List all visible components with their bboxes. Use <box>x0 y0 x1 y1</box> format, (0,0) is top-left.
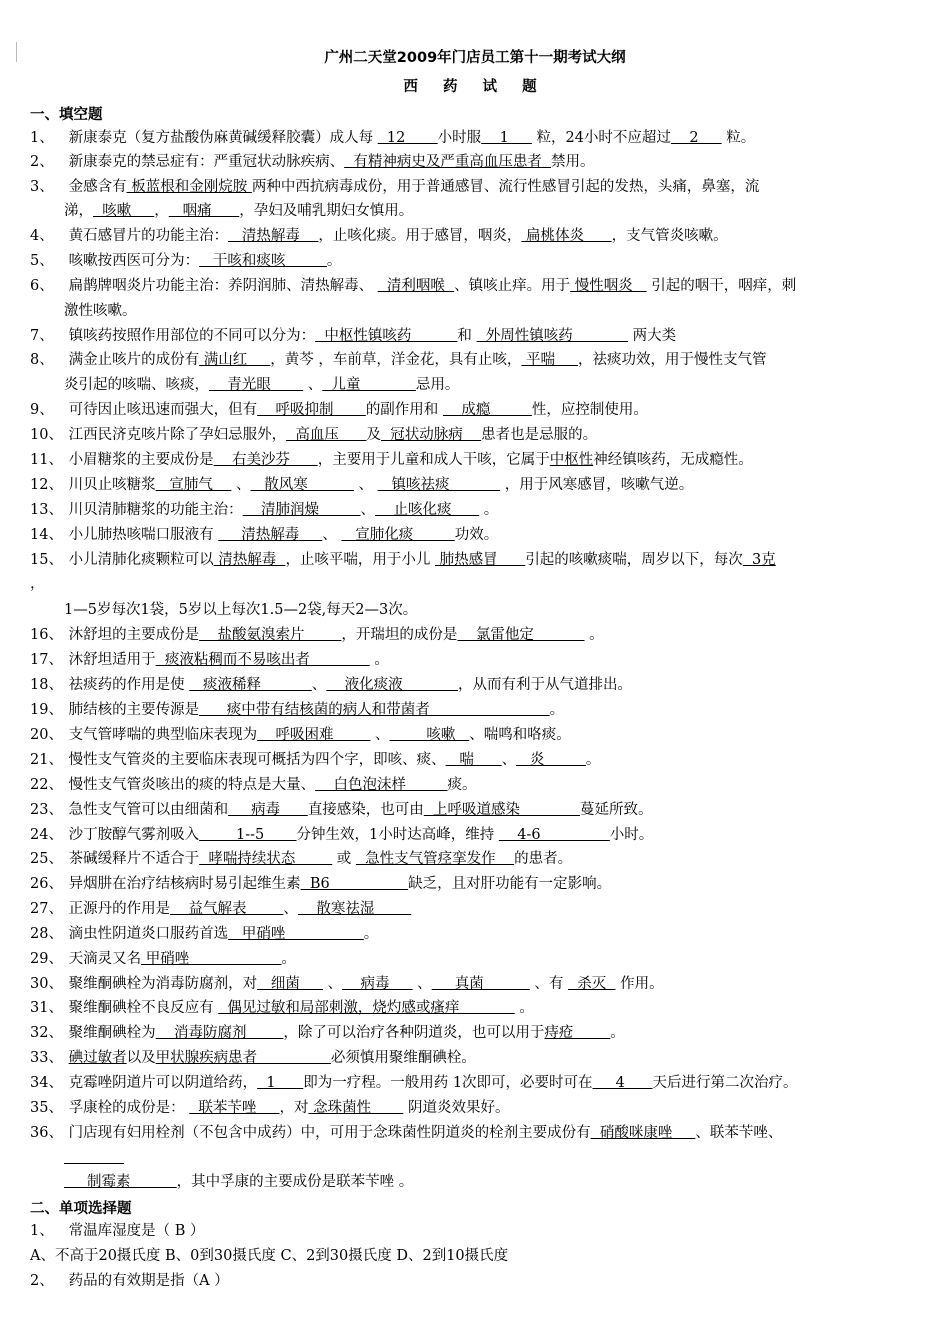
question-number: 23、 <box>30 802 63 818</box>
answer-blank: 肺热感冒 <box>435 552 526 568</box>
question-line <box>30 525 930 545</box>
question-text: 患者也是忌服的。 <box>481 427 598 443</box>
question-line <box>30 326 930 346</box>
question-text: ，对 <box>279 1100 309 1116</box>
answer-blank: 青光眼 <box>209 377 304 393</box>
question-text: 支气管哮喘的典型临床表现为 <box>64 727 258 743</box>
question-text: 川贝止咳糖浆 <box>64 477 156 493</box>
question-number: 28、 <box>30 926 63 942</box>
question-line <box>30 500 930 520</box>
answer-blank: 止咳化痰 <box>375 502 480 518</box>
question-number: 13、 <box>30 502 63 518</box>
question-line <box>64 301 930 321</box>
question-number: 24、 <box>30 827 63 843</box>
question-text: ，支气管炎咳嗽。 <box>611 228 728 244</box>
question-line <box>30 924 930 944</box>
question-text: 、 <box>501 752 517 768</box>
question-text: ， <box>30 576 45 592</box>
question-line <box>30 1123 930 1143</box>
question-line <box>30 750 930 770</box>
question-text: 、联苯苄唑、 <box>695 1125 783 1141</box>
question-line <box>30 825 930 845</box>
question-text: 功效。 <box>454 527 499 543</box>
question-text: 金感含有 <box>64 179 127 195</box>
question-text: ，祛痰功效，用于慢性支气管 <box>578 352 767 368</box>
question-text: 、 <box>412 976 432 992</box>
question-text: 、 <box>353 477 378 493</box>
question-text: 、 <box>283 901 298 917</box>
question-number: 14、 <box>30 527 63 543</box>
question-text: ，主要用于儿童和成人干咳，它属于 <box>317 452 550 468</box>
question-text: 。 <box>585 752 601 768</box>
question-text: 粒。 <box>721 130 756 146</box>
question-text: 可待因止咳迅速而强大，但有 <box>64 402 258 418</box>
answer-blank: 炎 <box>516 752 586 768</box>
question-text: 激性咳嗽。 <box>64 303 137 319</box>
question-text: 引起的咽干，咽痒，刺 <box>646 278 797 294</box>
question-text: 聚维酮碘栓为消毒防腐剂，对 <box>64 976 258 992</box>
answer-blank: 4 <box>592 1075 653 1091</box>
answer-blank: 镇咳祛痰 <box>377 477 501 493</box>
question-line <box>30 226 930 246</box>
question-line <box>30 550 930 570</box>
question-text: 常温库湿度是（ B ） <box>64 1223 205 1239</box>
question-text: 。 <box>363 926 379 942</box>
question-text: ，孕妇及哺乳期妇女慎用。 <box>239 203 414 219</box>
answer-blank: 中枢性 <box>549 452 594 468</box>
answer-blank: B6 <box>300 876 409 892</box>
question-line <box>30 475 930 495</box>
question-text: ，除了可以治疗各种阴道炎，也可以用于 <box>283 1025 545 1041</box>
answer-blank: 清肺润燥 <box>242 502 361 518</box>
question-text: 沐舒坦的主要成份是 <box>64 627 200 643</box>
answer-blank: 甲硝唑 <box>141 951 282 967</box>
question-line <box>30 450 930 470</box>
question-text: 滴虫性阴道炎口服药首选 <box>64 926 229 942</box>
question-number: 21、 <box>30 752 63 768</box>
answer-blank: 呼吸抑制 <box>257 402 366 418</box>
question-number: 19、 <box>30 702 63 718</box>
question-line <box>30 350 930 370</box>
answer-blank: 咽痛 <box>168 203 240 219</box>
question-text: 缺乏，且对肝功能有一定影响。 <box>408 876 612 892</box>
question-text: ，止咳化痰。用于感冒，咽炎， <box>318 228 522 244</box>
question-text: 。 <box>514 1000 534 1016</box>
answer-blank: 喘 <box>445 752 502 768</box>
answer-blank: 病毒 <box>342 976 413 992</box>
section-fill-blank-heading: 一、填空题 <box>30 107 103 123</box>
question-line <box>30 400 930 420</box>
question-line <box>30 974 930 994</box>
question-text: ，从而有利于从气道排出。 <box>458 677 632 693</box>
question-line <box>30 949 930 969</box>
question-line <box>30 700 930 720</box>
question-text: 或 <box>332 851 356 867</box>
answer-blank: 硝酸咪康唑 <box>590 1125 696 1141</box>
answer-blank: 咳嗽 <box>389 727 470 743</box>
answer-blank: 冠状动脉病 <box>380 427 482 443</box>
question-text: A、不高于20摄氏度 B、0到30摄氏度 C、2到30摄氏度 D、2到10摄氏度 <box>30 1248 509 1264</box>
answer-blank: 1 <box>257 1075 304 1091</box>
question-text: 蔓延所致。 <box>579 802 653 818</box>
question-text: 孚康栓的成份是： <box>64 1100 190 1116</box>
question-number: 2、 <box>30 1273 54 1289</box>
question-number: 20、 <box>30 727 63 743</box>
question-text: 慢性支气管炎咳出的痰的特点是大量、 <box>64 777 316 793</box>
question-text: 、 <box>231 477 251 493</box>
question-text: 。 <box>369 652 389 668</box>
question-number: 35、 <box>30 1100 63 1116</box>
question-text: 作用。 <box>615 976 664 992</box>
question-number: 16、 <box>30 627 63 643</box>
question-text: ，止咳平喘，用于小儿 <box>285 552 436 568</box>
question-line <box>64 600 930 620</box>
question-line <box>30 1023 930 1043</box>
answer-blank: 益气解表 <box>170 901 284 917</box>
question-number: 12、 <box>30 477 63 493</box>
question-number: 4、 <box>30 228 54 244</box>
question-text: 小儿肺热咳喘口服液有 <box>64 527 219 543</box>
answer-blank: 哮喘持续状态 <box>199 851 333 867</box>
document-title: 广州二天堂2009年门店员工第十一期考试大纲 <box>324 50 626 66</box>
answer-blank: 平喘 <box>521 352 579 368</box>
answer-blank: 2 <box>670 130 722 146</box>
question-text: 1—5岁每次1袋，5岁以上每次1.5—2袋,每天2—3次。 <box>64 602 418 618</box>
question-text: 以及 <box>126 1050 156 1066</box>
question-text: 、 <box>303 377 323 393</box>
answer-blank: 慢性咽炎 <box>570 278 647 294</box>
answer-blank: 念珠菌性 <box>308 1100 404 1116</box>
question-line <box>30 899 930 919</box>
question-text: ， <box>154 203 169 219</box>
question-text: 天后进行第二次治疗。 <box>652 1075 798 1091</box>
question-number: 36、 <box>30 1125 63 1141</box>
question-number: 34、 <box>30 1075 63 1091</box>
answer-blank: 板蓝根和金刚烷胺 <box>126 179 252 195</box>
question-line <box>30 574 930 594</box>
question-text: 聚维酮碘栓为 <box>64 1025 156 1041</box>
question-text: 。 <box>326 253 342 269</box>
question-line <box>30 775 930 795</box>
answer-blank: 氯雷他定 <box>457 627 585 643</box>
question-text: 川贝清肺糖浆的功能主治： <box>64 502 243 518</box>
answer-blank: 急性支气管痉挛发作 <box>355 851 515 867</box>
answer-blank: 高血压 <box>286 427 367 443</box>
question-line <box>30 1271 930 1291</box>
answer-blank: 清利咽喉 <box>377 278 455 294</box>
question-number: 11、 <box>30 452 63 468</box>
question-number: 6、 <box>30 278 54 294</box>
question-line <box>30 152 930 172</box>
question-text: 小儿清肺化痰颗粒可以 <box>64 552 214 568</box>
question-text: 的患者。 <box>514 851 573 867</box>
document-subtitle: 西 药 试 题 <box>403 79 547 95</box>
question-text: 。 <box>549 702 565 718</box>
question-text: 祛痰药的作用是使 <box>64 677 190 693</box>
question-text: 阴道炎效果好。 <box>403 1100 510 1116</box>
answer-blank: 真菌 <box>431 976 530 992</box>
answer-blank: 散风寒 <box>250 477 354 493</box>
question-text: 性，应控制使用。 <box>531 402 648 418</box>
answer-blank: 外周性镇咳药 <box>476 328 629 344</box>
question-text: 、 <box>322 527 342 543</box>
answer-blank <box>64 1150 124 1166</box>
question-text: 聚维酮碘栓不良反应有 <box>64 1000 219 1016</box>
question-line <box>30 1073 930 1093</box>
answer-blank: 宣肺化痰 <box>341 527 455 543</box>
question-line <box>30 276 930 296</box>
question-text: 、 <box>370 727 390 743</box>
question-text: 肺结核的主要传源是 <box>64 702 200 718</box>
question-text: 两大类 <box>628 328 677 344</box>
question-text: 沙丁胺醇气雾剂吸入 <box>64 827 200 843</box>
question-text: 小时服 <box>437 130 482 146</box>
answer-blank: 清热解毒 <box>218 527 323 543</box>
question-text: 药品的有效期是指（A ） <box>64 1273 229 1289</box>
answer-blank: 细菌 <box>257 976 323 992</box>
question-line <box>30 800 930 820</box>
question-number: 15、 <box>30 552 63 568</box>
question-text: 、 <box>360 502 376 518</box>
answer-blank: 有精神病史及严重高血压患者 <box>344 154 552 170</box>
question-text: ，黄芩 ，车前草，洋金花，具有止咳， <box>270 352 522 368</box>
section-single-choice-heading: 二、单项选择题 <box>30 1201 132 1217</box>
question-text: 的副作用和 <box>365 402 443 418</box>
answer-blank: 右美沙芬 <box>213 452 318 468</box>
question-text: 茶碱缓释片不适合于 <box>64 851 200 867</box>
question-text: ，其中孚康的主要成份是联苯苄唑 。 <box>176 1174 414 1190</box>
question-number: 1、 <box>30 1223 54 1239</box>
question-line <box>64 1148 930 1168</box>
answer-blank: 联苯苄唑 <box>189 1100 280 1116</box>
question-text: 扁鹊牌咽炎片功能主治：养阴润肺、清热解毒、 <box>64 278 378 294</box>
question-line <box>30 177 930 197</box>
question-line <box>64 375 930 395</box>
question-text: 黄石感冒片的功能主治： <box>64 228 229 244</box>
question-text: 必须慎用聚维酮碘栓。 <box>330 1050 476 1066</box>
question-text: ，用于风寒感冒，咳嗽气逆。 <box>500 477 694 493</box>
answer-blank: 痰液稀释 <box>189 677 312 693</box>
question-line <box>30 1098 930 1118</box>
question-text: 急性支气管可以由细菌和 <box>64 802 229 818</box>
question-text: 正源丹的作用是 <box>64 901 171 917</box>
question-text: 克霉唑阴道片可以阴道给药， <box>64 1075 258 1091</box>
question-line <box>64 1172 930 1192</box>
question-text: 。 <box>479 502 499 518</box>
answer-blank: 成瘾 <box>442 402 532 418</box>
answer-blank: 痰中带有结核菌的病人和带菌者 <box>199 702 550 718</box>
question-text: 小时。 <box>609 827 654 843</box>
question-text: 即为一疗程。一般用药 1次即可，必要时可在 <box>303 1075 593 1091</box>
question-text: 。 <box>281 951 296 967</box>
answer-blank: 碘过敏者 <box>68 1050 127 1066</box>
question-text: 异烟肼在治疗结核病时易引起维生素 <box>64 876 301 892</box>
answer-blank: 消毒防腐剂 <box>155 1025 284 1041</box>
answer-blank: 痔疮 <box>544 1025 611 1041</box>
question-text: 江西民济克咳片除了孕妇忌服外， <box>64 427 287 443</box>
answer-blank: 宣肺气 <box>155 477 232 493</box>
question-number: 3、 <box>30 179 54 195</box>
question-line <box>30 425 930 445</box>
question-text: 、喘鸣和咯痰。 <box>469 727 571 743</box>
question-line <box>30 251 930 271</box>
question-text: 小眉糖浆的主要成份是 <box>64 452 214 468</box>
question-text: 、镇咳止痒。用于 <box>454 278 571 294</box>
question-text: 炎引起的咳喘、咳痰， <box>64 377 209 393</box>
question-line <box>30 128 930 148</box>
question-number: 25、 <box>30 851 63 867</box>
answer-blank: 偶见过敏和局部刺激，烧灼感或瘙痒 <box>218 1000 515 1016</box>
question-number: 22、 <box>30 777 63 793</box>
question-number: 32、 <box>30 1025 63 1041</box>
answer-blank: 痰液粘稠而不易咳出者 <box>155 652 370 668</box>
question-line <box>30 1048 930 1068</box>
question-line <box>64 201 930 221</box>
answer-blank: 液化痰液 <box>326 677 458 693</box>
answer-blank: 甲状腺疾病患者 <box>155 1050 331 1066</box>
question-line <box>30 998 930 1018</box>
answer-blank: 甲硝唑 <box>228 926 364 942</box>
answer-blank: 干咳和痰咳 <box>199 253 327 269</box>
question-text: 直接感染，也可由 <box>307 802 424 818</box>
question-number: 2、 <box>30 154 54 170</box>
question-text: 禁用。 <box>551 154 595 170</box>
answer-blank: 1 <box>481 130 532 146</box>
question-number: 10、 <box>30 427 63 443</box>
answer-blank: 杀灭 <box>568 976 616 992</box>
question-text: 新康泰克的禁忌症有：严重冠状动脉疾病、 <box>64 154 345 170</box>
answer-blank: 3克 <box>742 552 776 568</box>
question-number: 8、 <box>30 352 54 368</box>
question-text: 忌用。 <box>415 377 460 393</box>
answer-blank: 满山红 <box>199 352 271 368</box>
answer-blank: 中枢性镇咳药 <box>315 328 458 344</box>
question-number: 33、 <box>30 1050 63 1066</box>
question-number: 29、 <box>30 951 63 967</box>
answer-blank: 散寒祛湿 <box>297 901 412 917</box>
answer-blank: 制霉素 <box>64 1174 177 1190</box>
question-number: 17、 <box>30 652 63 668</box>
question-number: 5、 <box>30 253 54 269</box>
question-line <box>30 675 930 695</box>
question-line <box>30 874 930 894</box>
question-number: 30、 <box>30 976 63 992</box>
question-line <box>30 1221 930 1241</box>
question-text: 天滴灵又名 <box>64 951 142 967</box>
question-text: 痰。 <box>447 777 477 793</box>
question-number: 1、 <box>30 130 54 146</box>
question-number: 9、 <box>30 402 54 418</box>
question-text: 慢性支气管炎的主要临床表现可概括为四个字，即咳、痰、 <box>64 752 446 768</box>
question-text: 镇咳药按照作用部位的不同可以分为： <box>64 328 316 344</box>
question-text: 沐舒坦适用于 <box>64 652 156 668</box>
question-text: 引起的咳嗽痰喘，周岁以下，每次 <box>525 552 743 568</box>
question-text: 和 <box>457 328 477 344</box>
question-line <box>30 849 930 869</box>
answer-blank: 扁桃体炎 <box>521 228 612 244</box>
question-line <box>30 725 930 745</box>
question-text: 新康泰克（复方盐酸伪麻黄碱缓释胶囊）成人每 <box>64 130 378 146</box>
answer-blank: 盐酸氨溴索片 <box>199 627 342 643</box>
question-text: 。 <box>584 627 604 643</box>
question-text: ，开瑞坦的成份是 <box>341 627 458 643</box>
question-number: 31、 <box>30 1000 63 1016</box>
question-text: 涕， <box>64 203 93 219</box>
answer-blank: 病毒 <box>228 802 308 818</box>
question-line <box>30 650 930 670</box>
question-number: 26、 <box>30 876 63 892</box>
answer-blank: 呼吸困难 <box>257 727 371 743</box>
question-text: 、有 <box>529 976 569 992</box>
question-text: 两种中西抗病毒成份，用于普通感冒、流行性感冒引起的发热，头痛，鼻塞，流 <box>251 179 760 195</box>
answer-blank: 1--5 <box>199 827 297 843</box>
answer-blank: 白色泡沫样 <box>315 777 448 793</box>
answer-blank: 清热解毒 <box>213 552 286 568</box>
question-text: 门店现有妇用栓剂（不包含中成药）中，可用于念珠菌性阴道炎的栓剂主要成份有 <box>64 1125 591 1141</box>
answer-blank: 12 <box>377 130 438 146</box>
question-line <box>30 625 930 645</box>
question-number: 18、 <box>30 677 63 693</box>
answer-blank: 清热解毒 <box>228 228 319 244</box>
question-text: 神经镇咳药，无成瘾性。 <box>593 452 753 468</box>
question-text: 分钟生效，1小时达高峰，维持 <box>296 827 499 843</box>
answer-blank: 儿童 <box>322 377 416 393</box>
answer-blank: 上呼吸道感染 <box>423 802 580 818</box>
question-text: 粒，24小时不应超过 <box>531 130 671 146</box>
question-number: 27、 <box>30 901 63 917</box>
question-text: 满金止咳片的成份有 <box>64 352 200 368</box>
answer-blank: 4-6 <box>498 827 610 843</box>
question-number: 7、 <box>30 328 54 344</box>
answer-blank: 咳嗽 <box>93 203 155 219</box>
question-text: 咳嗽按西医可分为： <box>64 253 200 269</box>
question-text: 、 <box>322 976 343 992</box>
question-line <box>30 1246 930 1266</box>
question-text: 及 <box>366 427 381 443</box>
question-text: 。 <box>610 1025 625 1041</box>
question-text: 、 <box>311 677 327 693</box>
